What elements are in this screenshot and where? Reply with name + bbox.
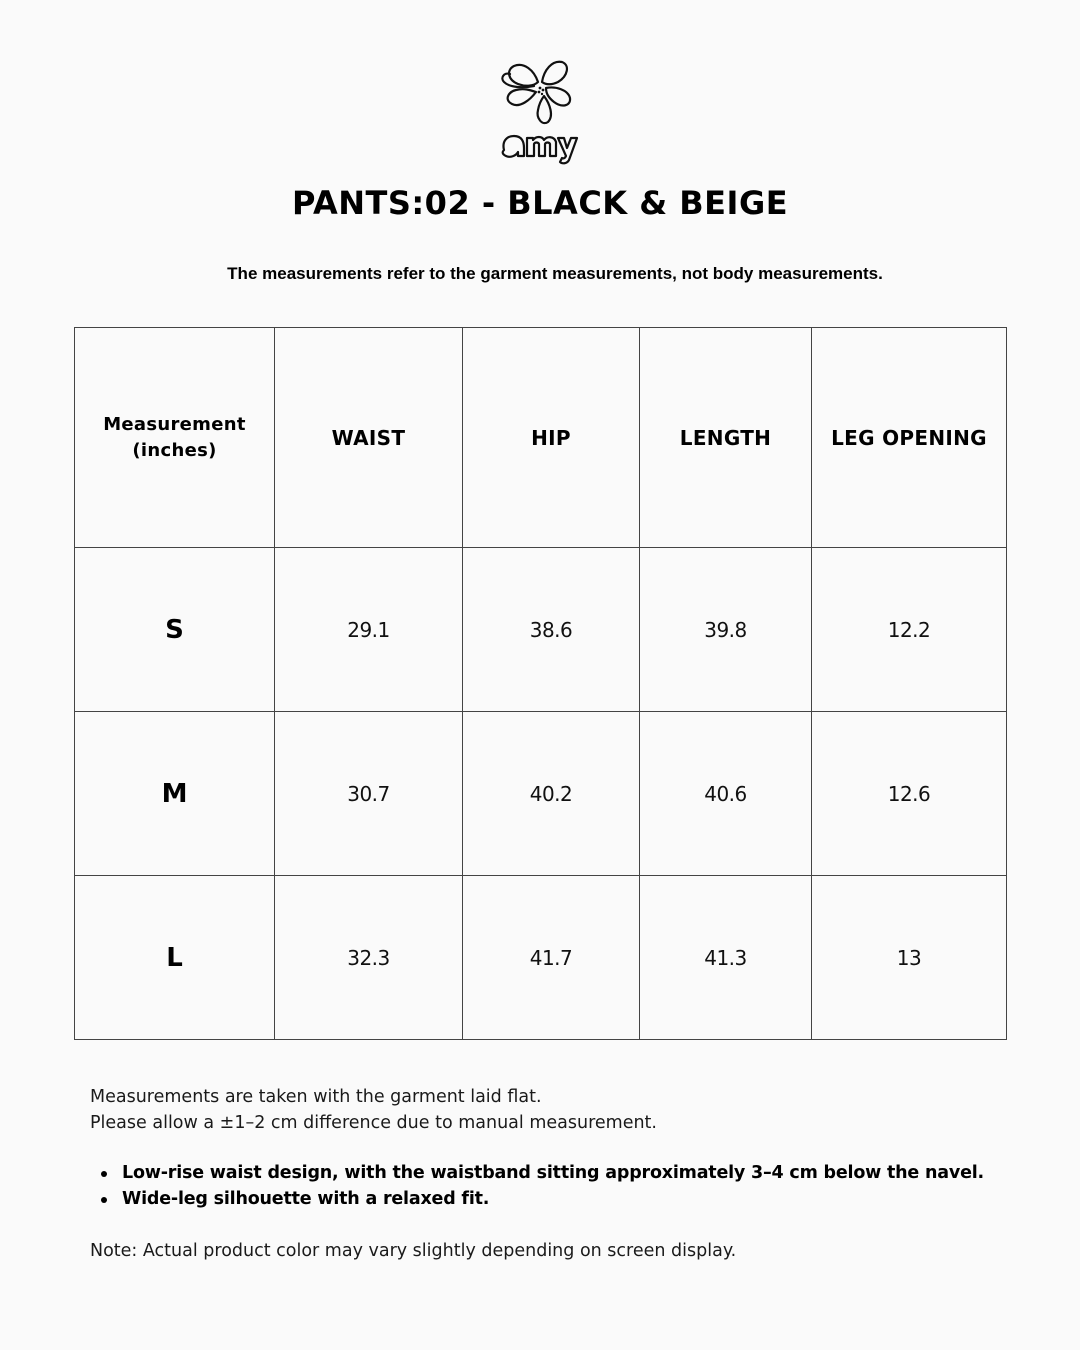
- length-value: 40.6: [640, 712, 812, 876]
- table-header-row: [75, 328, 1007, 548]
- notes-section: [90, 1084, 1030, 1264]
- column-header-hip: HIP: [463, 328, 640, 548]
- hip-value: 40.2: [463, 712, 640, 876]
- size-label: M: [75, 712, 275, 876]
- table-row-s: [75, 548, 1007, 712]
- leg-opening-value: 12.6: [812, 712, 1007, 876]
- waist-value: 32.3: [275, 876, 463, 1040]
- leg-opening-value: 12.2: [812, 548, 1007, 712]
- hip-value: 38.6: [463, 548, 640, 712]
- bullet-icon: [101, 1171, 107, 1177]
- waist-value: 30.7: [275, 712, 463, 876]
- corner-header-cell: [75, 328, 275, 548]
- table-row-l: [75, 876, 1007, 1040]
- feature-list: [90, 1160, 1030, 1212]
- note-tolerance: Please allow a ±1–2 cm difference due to manual measurement.: [90, 1113, 657, 1133]
- size-label: L: [75, 876, 275, 1040]
- column-header-waist: WAIST: [275, 328, 463, 548]
- size-label: S: [75, 548, 275, 712]
- size-chart-table: [74, 327, 1007, 1040]
- column-header-length: LENGTH: [640, 328, 812, 548]
- measurement-disclaimer: The measurements refer to the garment measurements, not body measurements.: [227, 264, 883, 283]
- length-value: 39.8: [640, 548, 812, 712]
- table-row-m: [75, 712, 1007, 876]
- list-item: [90, 1160, 1030, 1186]
- amy-flower-logo-icon: [494, 52, 586, 166]
- note-laid-flat: Measurements are taken with the garment laid flat.: [90, 1087, 542, 1107]
- feature-low-rise: Low-rise waist design, with the waistband sitting approximately 3–4 cm below the navel.: [122, 1163, 984, 1183]
- feature-wide-leg: Wide-leg silhouette with a relaxed fit.: [122, 1189, 490, 1209]
- note-color-disclaimer: Note: Actual product color may vary slightly depending on screen display.: [90, 1241, 737, 1261]
- page-title: PANTS:02 - BLACK & BEIGE: [291, 184, 789, 222]
- corner-header-label: Measurement: [103, 413, 246, 435]
- list-item: [90, 1186, 1030, 1212]
- corner-header-unit: (inches): [132, 439, 217, 461]
- column-header-leg-opening: LEG OPENING: [812, 328, 1007, 548]
- length-value: 41.3: [640, 876, 812, 1040]
- leg-opening-value: 13: [812, 876, 1007, 1040]
- bullet-icon: [101, 1197, 107, 1203]
- waist-value: 29.1: [275, 548, 463, 712]
- hip-value: 41.7: [463, 876, 640, 1040]
